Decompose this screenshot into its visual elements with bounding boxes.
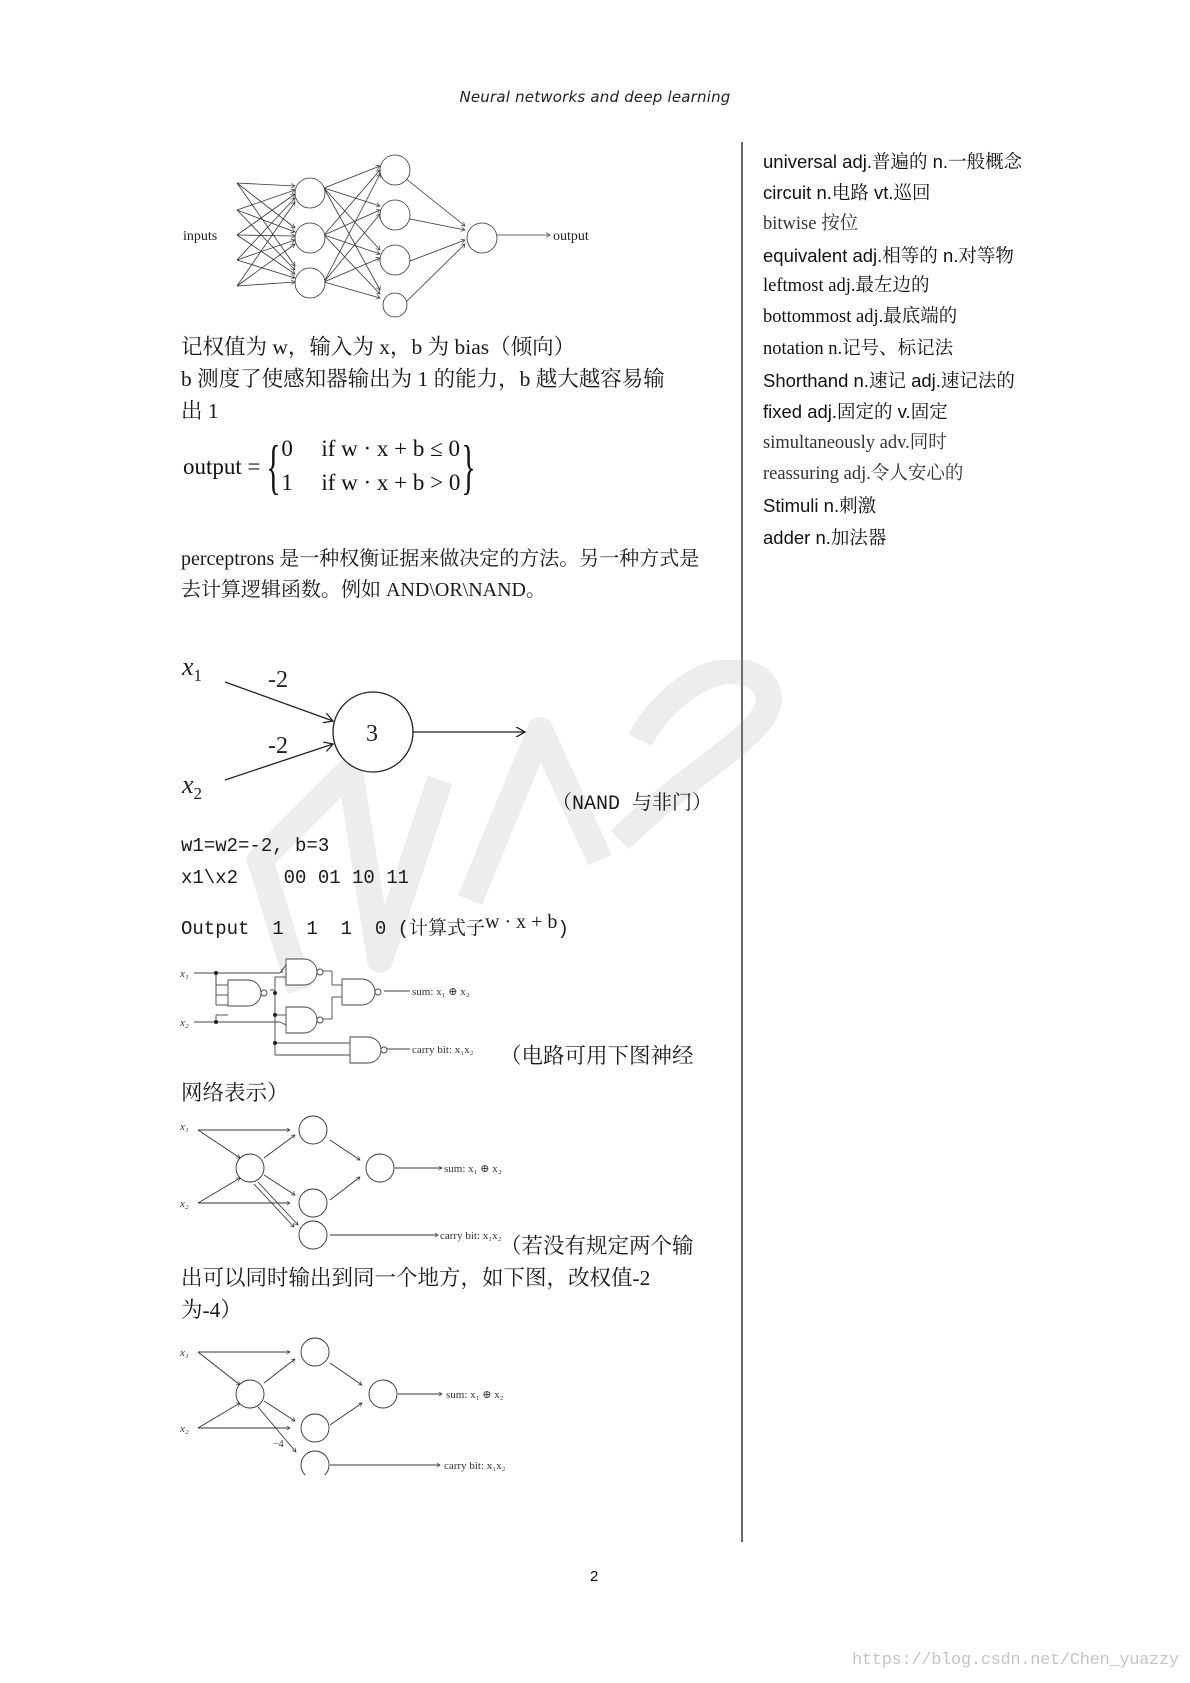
x2-label: x: [182, 770, 194, 799]
vocab-entry: adder n.加法器: [763, 526, 887, 548]
network-carry-label: carry bit: x₁x₂: [440, 1230, 502, 1242]
perceptrons-paragraph-line1: perceptrons 是一种权衡证据来做决定的方法。另一种方式是: [181, 548, 700, 570]
circuit-x1-label: x₁: [180, 968, 189, 980]
vocab-entry: bitwise 按位: [763, 213, 859, 234]
network-sum-label: sum: x₁ ⊕ x₂: [444, 1163, 502, 1175]
vocab-entry: circuit n.电路 vt.巡回: [763, 182, 931, 204]
network-caption-line1: （若没有规定两个输: [500, 1234, 694, 1258]
circuit-x2-label: x₂: [180, 1017, 189, 1029]
network-caption-line3: 为-4）: [181, 1298, 242, 1322]
weight-w1: -2: [268, 667, 288, 693]
vocab-entry: reassuring adj.令人安心的: [763, 463, 964, 484]
merged-x2-label: x₂: [180, 1423, 189, 1435]
computation-expression: w · x + b: [485, 911, 558, 933]
truth-table-header: x1\x2 00 01 10 11: [181, 867, 410, 889]
vocab-entry: Shorthand n.速记 adj.速记法的: [763, 370, 1015, 392]
weight-w2: -2: [268, 733, 288, 759]
page-number: 2: [590, 1568, 599, 1585]
weight-definition-line: 记权值为 w，输入为 x，b 为 bias（倾向）: [181, 335, 576, 359]
x1-subscript: 1: [193, 666, 203, 685]
output-label: output: [553, 229, 589, 244]
network-x1-label: x₁: [180, 1121, 189, 1133]
merged-weight-label: −4: [273, 1439, 284, 1450]
network-x2-label: x₂: [180, 1198, 189, 1210]
circuit-caption-line1: （电路可用下图神经: [500, 1044, 694, 1068]
adder-network-figure: [180, 1115, 510, 1255]
bias-explanation-line-2: 出 1: [181, 399, 219, 423]
truth-table-output-values: Output 1 1 1 0 (计算式子: [181, 918, 486, 940]
vocabulary-sidebar: [763, 146, 1023, 553]
case1-value: 1: [281, 470, 293, 495]
network-caption-line2: 出可以同时输出到同一个地方，如下图，改权值-2: [181, 1266, 651, 1290]
merged-sum-label: sum: x₁ ⊕ x₂: [446, 1389, 504, 1401]
closing-paren: ): [557, 918, 569, 940]
adder-network-merged-figure: [180, 1335, 520, 1475]
vocab-entry: fixed adj.固定的 v.固定: [763, 401, 948, 423]
right-brace: }: [461, 434, 476, 500]
document-header: Neural networks and deep learning: [459, 88, 731, 106]
perceptrons-paragraph-line2: 去计算逻辑函数。例如 AND\OR\NAND。: [181, 579, 546, 601]
vocab-entry: Stimuli n.刺激: [763, 495, 877, 517]
vocab-entry: equivalent adj.相等的 n.对等物: [763, 244, 1014, 266]
source-url-watermark: https://blog.csdn.net/Chen_yuazzy: [852, 1651, 1179, 1670]
circuit-sum-label: sum: x₁ ⊕ x₂: [412, 986, 470, 998]
inputs-label: inputs: [183, 229, 218, 244]
column-divider: [741, 142, 743, 1542]
vocab-entry: bottommost adj.最底端的: [763, 307, 958, 328]
neural-network-figure: [175, 148, 615, 318]
svg-text:x1: [181, 652, 202, 685]
vocab-entry: universal adj.普遍的 n.一般概念: [763, 151, 1023, 172]
bias-value: 3: [366, 721, 378, 747]
left-brace: {: [265, 434, 281, 500]
case0-value: 0: [281, 436, 293, 461]
merged-x1-label: x₁: [180, 1347, 189, 1359]
vocab-entry: notation n.记号、标记法: [763, 338, 954, 359]
weights-line: w1=w2=-2, b=3: [181, 835, 330, 857]
case0-condition: if w · x + b ≤ 0: [321, 436, 460, 461]
x2-subscript: 2: [193, 784, 203, 803]
nand-perceptron-figure: [180, 645, 540, 805]
vocab-entry: leftmost adj.最左边的: [763, 276, 930, 297]
output-formula: [183, 434, 477, 500]
circuit-carry-label: carry bit: x₁x₂: [412, 1044, 474, 1056]
nand-caption: （NAND 与非门）: [552, 793, 713, 816]
truth-table-output: [181, 913, 569, 940]
vocab-entry: simultaneously adv.同时: [763, 432, 947, 453]
adder-circuit-figure: [180, 955, 510, 1065]
case1-condition: if w · x + b > 0: [321, 470, 461, 495]
x1-label: x: [182, 652, 194, 681]
bias-explanation-line: b 测度了使感知器输出为 1 的能力，b 越大越容易输: [181, 367, 665, 391]
formula-lhs: output =: [183, 454, 261, 479]
svg-text:x2: [181, 770, 202, 803]
merged-carry-label: carry bit: x₁x₂: [444, 1460, 506, 1472]
circuit-caption-line2: 网络表示）: [181, 1081, 289, 1105]
